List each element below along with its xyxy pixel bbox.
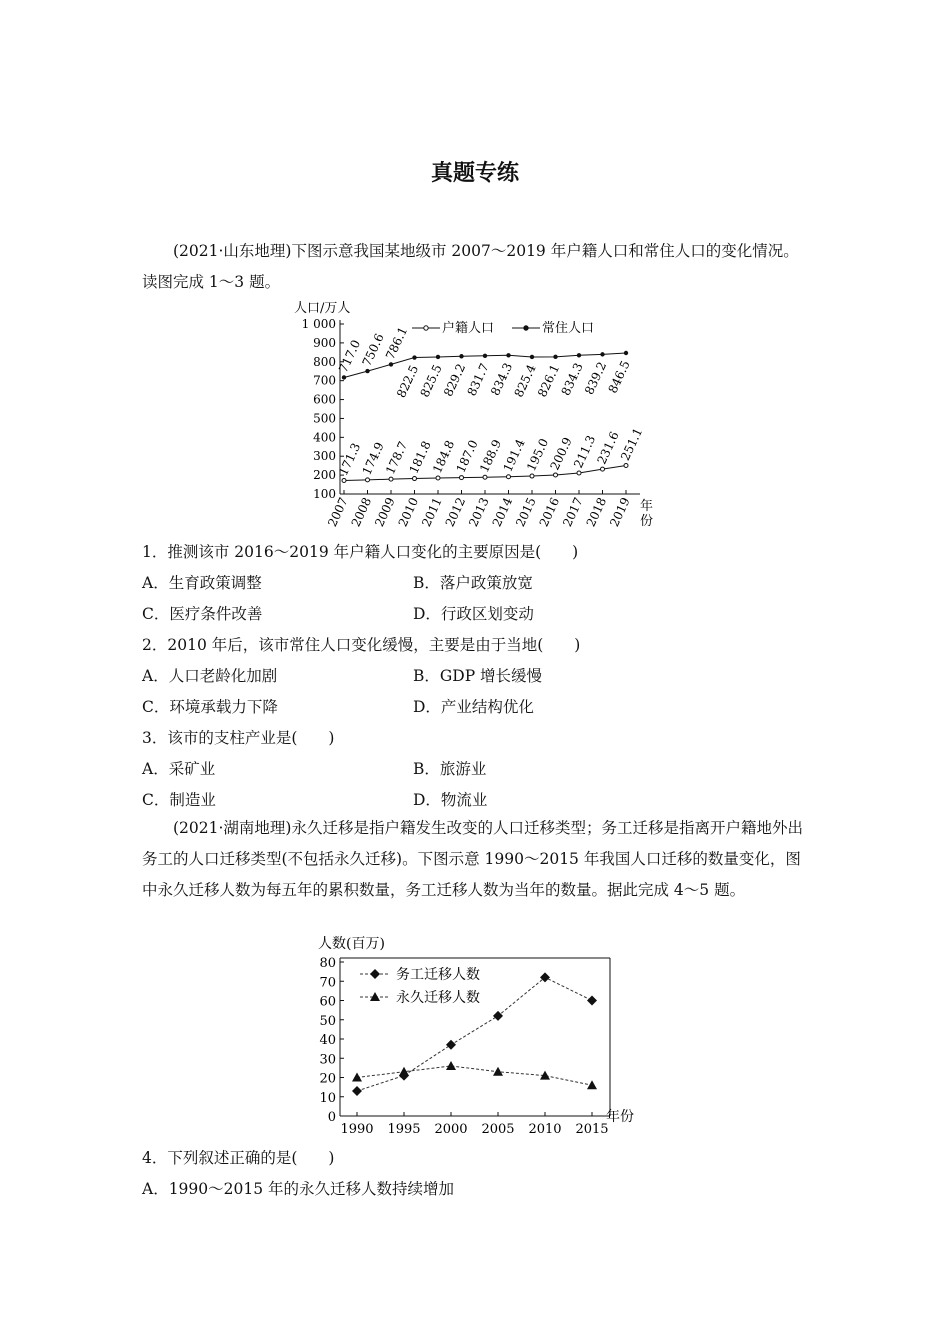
y-tick-label: 300 — [313, 449, 336, 464]
data-point — [342, 375, 346, 379]
y-axis-title: 人数(百万) — [318, 936, 385, 952]
data-point — [446, 1040, 456, 1050]
q4-option-a: A．1990～2015 年的永久迁移人数持续增加 — [142, 1180, 455, 1198]
data-label: 786.1 — [383, 324, 411, 362]
data-point — [436, 476, 440, 480]
y-tick-label: 900 — [313, 335, 336, 350]
series-line-2 — [357, 1066, 592, 1085]
data-point — [587, 996, 597, 1006]
legend-marker — [370, 969, 380, 979]
x-tick-label: 2019 — [607, 495, 633, 529]
migration-chart — [300, 930, 650, 1142]
x-tick-label: 1995 — [387, 1122, 421, 1137]
q3-option-d: D．物流业 — [413, 791, 488, 809]
data-point — [577, 471, 581, 475]
data-label: 251.1 — [618, 425, 646, 463]
x-axis-title-2: 份 — [640, 514, 654, 529]
data-point — [530, 355, 534, 359]
data-point — [412, 355, 416, 359]
data-label: 825.5 — [417, 362, 445, 400]
x-tick-label: 2013 — [466, 495, 492, 529]
q2-option-a: A．人口老龄化加剧 — [142, 667, 278, 685]
legend-label: 务工迁移人数 — [396, 967, 480, 983]
data-point — [507, 475, 511, 479]
data-label: 825.4 — [511, 362, 539, 400]
page-title: 真题专练 — [430, 161, 519, 186]
legend-marker — [424, 326, 428, 330]
data-label: 834.3 — [488, 360, 516, 398]
y-tick-label: 40 — [319, 1033, 336, 1048]
data-point — [553, 355, 557, 359]
q3-option-c: C．制造业 — [142, 791, 216, 809]
population-chart-body — [294, 301, 653, 529]
legend-marker — [524, 326, 528, 330]
data-point — [506, 353, 510, 357]
y-tick-label: 200 — [313, 468, 336, 483]
x-tick-label: 2018 — [583, 495, 610, 529]
data-label: 188.9 — [477, 437, 505, 475]
data-point — [389, 362, 393, 366]
x-tick-label: 2012 — [442, 495, 469, 529]
data-label: 195.0 — [524, 436, 552, 474]
y-tick-label: 20 — [319, 1071, 336, 1087]
q2-option-b: B．GDP 增长缓慢 — [413, 667, 543, 685]
data-point — [483, 475, 487, 479]
question-1-stem: 1．推测该市 2016～2019 年户籍人口变化的主要原因是( ) — [142, 543, 579, 561]
data-point — [624, 351, 628, 355]
data-label: 846.5 — [605, 358, 633, 396]
y-tick-label: 400 — [313, 430, 336, 445]
y-axis-title: 人口/万人 — [294, 301, 351, 316]
data-point — [365, 369, 369, 373]
legend-label: 永久迁移人数 — [396, 990, 480, 1006]
data-label: 171.3 — [336, 440, 364, 478]
x-tick-label: 2007 — [325, 495, 351, 529]
data-point — [530, 474, 534, 478]
data-label: 829.2 — [441, 361, 469, 399]
data-label: 184.8 — [430, 438, 458, 476]
q2-option-d: D．产业结构优化 — [413, 698, 534, 716]
data-point — [389, 477, 393, 481]
x-tick-label: 1990 — [340, 1122, 374, 1137]
x-tick-label: 2014 — [489, 495, 516, 529]
data-point — [366, 478, 370, 482]
y-tick-label: 800 — [313, 354, 336, 369]
data-label: 231.6 — [594, 429, 622, 467]
y-tick-label: 50 — [319, 1013, 336, 1029]
y-tick-label: 60 — [319, 994, 336, 1010]
data-point — [446, 1061, 456, 1070]
q1-option-a: A．生育政策调整 — [142, 574, 262, 592]
data-point — [413, 477, 417, 481]
data-point — [483, 354, 487, 358]
q1-option-d: D．行政区划变动 — [413, 605, 534, 623]
data-label: 750.6 — [359, 331, 387, 369]
data-point — [352, 1086, 362, 1096]
data-point — [624, 463, 628, 467]
y-tick-label: 0 — [327, 1110, 336, 1125]
legend-label: 户籍人口 — [442, 321, 495, 336]
data-label: 831.7 — [464, 361, 492, 399]
data-label: 178.7 — [383, 439, 411, 477]
data-point — [459, 354, 463, 358]
data-label: 211.3 — [571, 433, 599, 471]
x-tick-label: 2015 — [513, 495, 539, 529]
y-tick-label: 100 — [313, 487, 336, 501]
data-label: 822.5 — [394, 362, 422, 400]
data-point — [554, 473, 558, 477]
data-point — [600, 352, 604, 356]
data-point — [460, 476, 464, 480]
data-point — [493, 1067, 503, 1076]
data-label: 834.3 — [558, 360, 586, 398]
legend-label: 常住人口 — [542, 321, 595, 336]
y-tick-label: 700 — [313, 373, 336, 388]
population-chart — [290, 298, 670, 534]
y-tick-label: 80 — [319, 956, 336, 971]
y-tick-label: 30 — [319, 1052, 336, 1068]
x-tick-label: 2008 — [348, 495, 375, 529]
data-label: 717.0 — [336, 337, 364, 375]
y-tick-label: 70 — [319, 975, 336, 991]
x-tick-label: 2016 — [536, 495, 563, 529]
data-label: 826.1 — [535, 362, 563, 400]
x-tick-label: 2017 — [560, 495, 586, 529]
x-axis-title-1: 年 — [640, 499, 654, 514]
x-axis-title: 年份 — [606, 1109, 634, 1125]
data-label: 174.9 — [359, 440, 387, 478]
x-tick-label: 2015 — [575, 1122, 609, 1137]
intro-paragraph-2: (2021·湖南地理)永久迁移是指户籍发生改变的人口迁移类型；务工迁移是指离开户籍地外出务工的人口迁移类型(不包括永久迁移)。下图示意 1990～2015 年我国人口迁移的数量变化，图中永久迁移人数为每五年的累积数量，务工迁移人数为当年的数量。据此完成 4～5 题。 — [142, 819, 803, 899]
data-label: 839.2 — [582, 359, 610, 397]
x-tick-label: 2010 — [528, 1122, 562, 1137]
data-point — [342, 479, 346, 483]
x-tick-label: 2000 — [434, 1122, 468, 1137]
data-label: 187.0 — [453, 437, 481, 475]
data-point — [577, 353, 581, 357]
x-tick-label: 2009 — [372, 495, 398, 529]
question-4-stem: 4．下列叙述正确的是( ) — [142, 1149, 335, 1167]
x-tick-label: 2011 — [419, 495, 445, 529]
y-tick-label: 600 — [313, 392, 336, 407]
migration-chart-body — [318, 935, 634, 1137]
q2-option-c: C．环境承载力下降 — [142, 698, 278, 716]
q1-option-b: B．落户政策放宽 — [413, 574, 533, 592]
q3-option-a: A．采矿业 — [142, 760, 216, 778]
data-point — [436, 355, 440, 359]
data-label: 191.4 — [500, 436, 528, 475]
data-label: 181.8 — [406, 438, 434, 476]
q1-option-c: C．医疗条件改善 — [142, 605, 263, 623]
y-tick-label: 500 — [313, 411, 336, 426]
y-tick-label: 10 — [319, 1090, 336, 1106]
intro-paragraph-1: (2021·山东地理)下图示意我国某地级市 2007～2019 年户籍人口和常住人口的变化情况。读图完成 1～3 题。 — [142, 242, 799, 291]
data-label: 200.9 — [547, 435, 575, 473]
data-point — [352, 1073, 362, 1082]
x-tick-label: 2005 — [481, 1122, 515, 1137]
y-tick-label: 1 000 — [301, 317, 336, 331]
data-point — [587, 1080, 597, 1089]
question-3-stem: 3．该市的支柱产业是( ) — [142, 729, 335, 747]
q3-option-b: B．旅游业 — [413, 760, 487, 778]
x-tick-label: 2010 — [395, 495, 422, 529]
question-2-stem: 2．2010 年后，该市常住人口变化缓慢，主要是由于当地( ) — [142, 636, 581, 654]
data-point — [601, 467, 605, 471]
